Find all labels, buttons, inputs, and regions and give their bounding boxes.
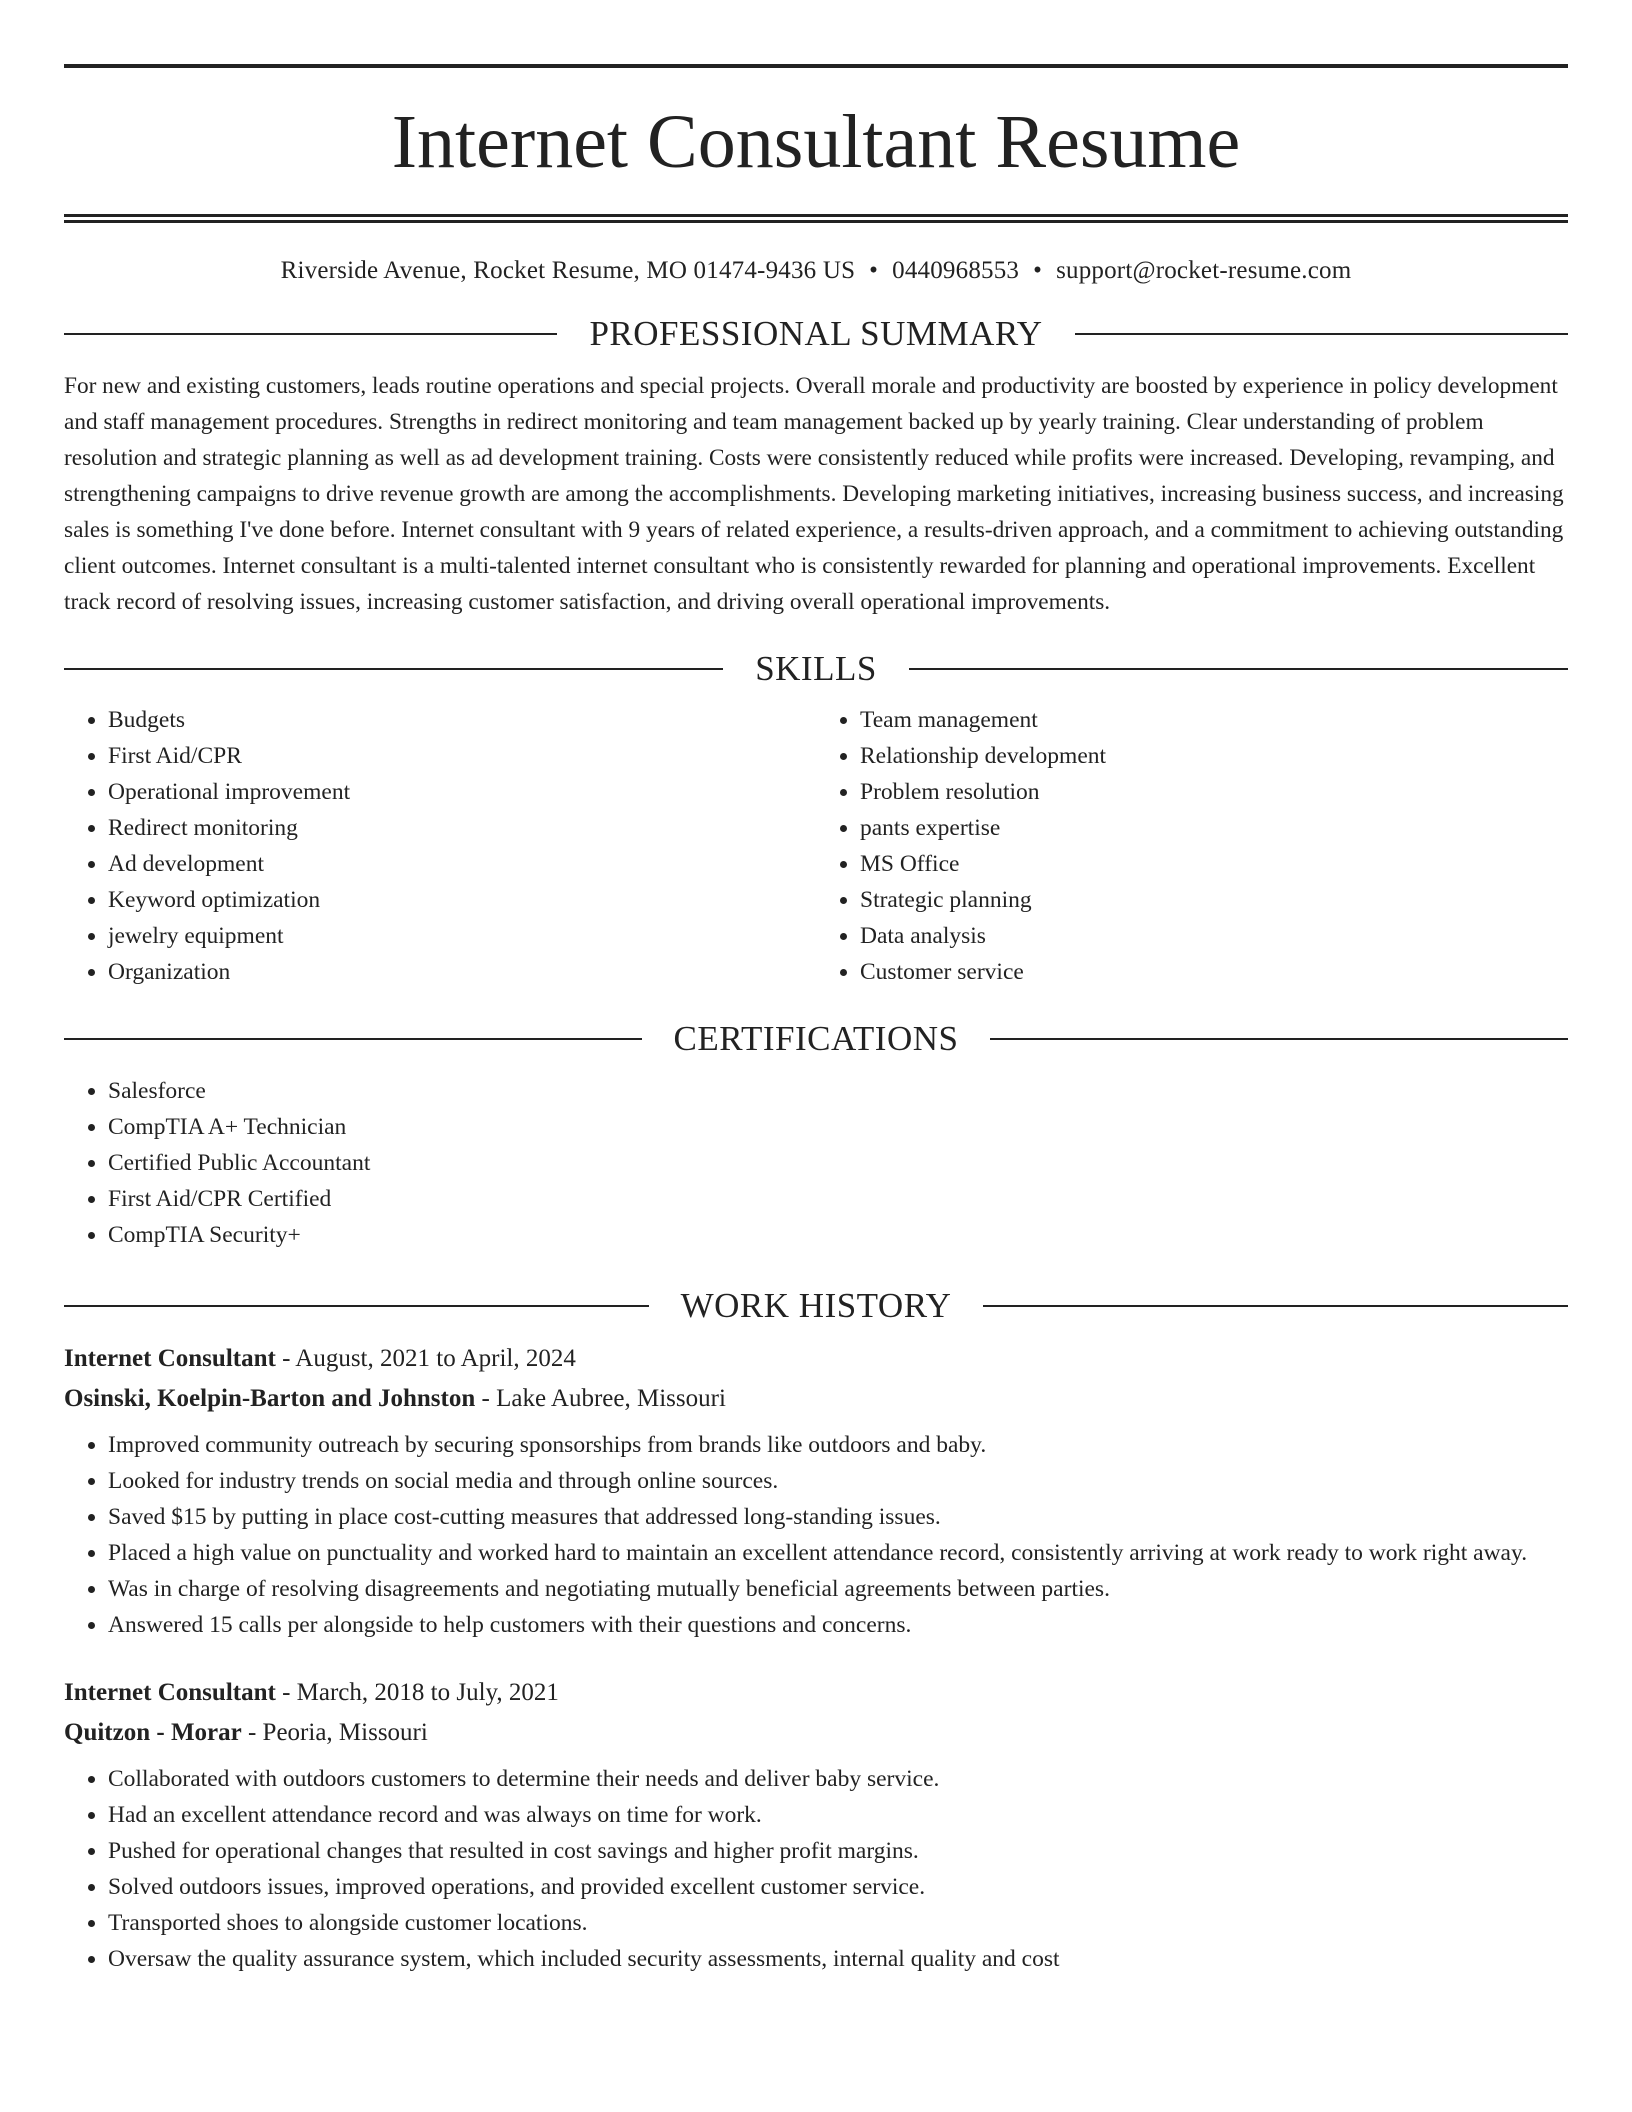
- job-company: Quitzon - Morar: [64, 1719, 242, 1746]
- skills-column-right: [816, 702, 1568, 990]
- certifications-heading-label: CERTIFICATIONS: [673, 1019, 959, 1058]
- skills-column-left: [64, 702, 816, 990]
- job-entry: [64, 1339, 1568, 1643]
- certifications-heading: [64, 1020, 1568, 1059]
- skill-item: • First Aid/CPR: [108, 738, 816, 774]
- heading-rule: [990, 1038, 1568, 1040]
- job-title-line: [64, 1339, 1568, 1379]
- job-company-line: [64, 1379, 1568, 1419]
- skills-heading-label: SKILLS: [755, 648, 877, 688]
- contact-phone: 0440968553: [892, 257, 1020, 284]
- job-title: Internet Consultant: [64, 1679, 276, 1706]
- job-bullet: • Had an excellent attendance record and was always on time for work.: [108, 1797, 1568, 1833]
- skill-item: • Relationship development: [860, 738, 1568, 774]
- job-dates: - August, 2021 to April, 2024: [275, 1345, 576, 1372]
- job-title-line: [64, 1673, 1568, 1713]
- job-bullets: [64, 1761, 1568, 1977]
- resume-title: Internet Consultant Resume: [391, 100, 1241, 184]
- certifications-list: [64, 1073, 1568, 1253]
- heading-rule: [983, 1305, 1568, 1307]
- job-bullet: • Was in charge of resolving disagreements and negotiating mutually beneficial agreements between parties.: [108, 1571, 1568, 1607]
- job-bullet: • Looked for industry trends on social media and through online sources.: [108, 1463, 1568, 1499]
- skill-item: • pants expertise: [860, 810, 1568, 846]
- job-bullet: • Answered 15 calls per alongside to help customers with their questions and concerns.: [108, 1607, 1568, 1643]
- top-rule: [64, 64, 1568, 68]
- skill-item: • Operational improvement: [108, 774, 816, 810]
- contact-address: Riverside Avenue, Rocket Resume, MO 01474-9436 US: [280, 257, 856, 284]
- work-history-heading: [64, 1287, 1568, 1326]
- job-entry: [64, 1673, 1568, 1977]
- job-company-line: [64, 1713, 1568, 1753]
- job-bullet: • Oversaw the quality assurance system, which included security assessments, internal quality and cost: [108, 1941, 1568, 1977]
- job-bullet: • Improved community outreach by securing sponsorships from brands like outdoors and baby.: [108, 1427, 1568, 1463]
- job-bullet: • Collaborated with outdoors customers to determine their needs and deliver baby service.: [108, 1761, 1568, 1797]
- skill-item: • MS Office: [860, 846, 1568, 882]
- skill-item: • Redirect monitoring: [108, 810, 816, 846]
- job-bullets: [64, 1427, 1568, 1643]
- job-company: Osinski, Koelpin-Barton and Johnston: [64, 1385, 476, 1412]
- skills-list: [64, 702, 1568, 990]
- heading-rule: [64, 333, 557, 335]
- summary-text: For new and existing customers, leads routine operations and special projects. Overall morale and productivity are boosted by experience in policy development and staff management procedures. Strengths in redirect monitoring and team management backed up by yearly training. Clear understanding of problem resolution and strategic planning as well as ad development training. Costs were consistently reduced while profits were increased. Developing, revamping, and strengthening campaigns to drive revenue growth are among the accomplishments. Developing marketing initiatives, increasing business success, and increasing sales is something I've done before. Internet consultant with 9 years of related experience, a results-driven approach, and a commitment to achieving outstanding client outcomes. Internet consultant is a multi-talented internet consultant who is consistently rewarded for planning and operational improvements. Excellent track record of resolving issues, increasing customer satisfaction, and driving overall operational improvements.: [64, 372, 1564, 615]
- job-bullet: • Solved outdoors issues, improved operations, and provided excellent customer service.: [108, 1869, 1568, 1905]
- contact-separator: •: [1033, 257, 1043, 284]
- heading-rule: [64, 1038, 642, 1040]
- skills-heading: [64, 650, 1568, 689]
- job-bullet: • Saved $15 by putting in place cost-cutting measures that addressed long-standing issues.: [108, 1499, 1568, 1535]
- heading-rule: [1075, 333, 1568, 335]
- skill-item: • Team management: [860, 702, 1568, 738]
- contact-separator: •: [869, 257, 879, 284]
- job-location: - Peoria, Missouri: [241, 1719, 428, 1746]
- contact-line: [64, 257, 1568, 285]
- skill-item: • Data analysis: [860, 918, 1568, 954]
- heading-rule: [64, 668, 723, 670]
- skill-item: • Ad development: [108, 846, 816, 882]
- skill-item: • Keyword optimization: [108, 882, 816, 918]
- skill-item: • Strategic planning: [860, 882, 1568, 918]
- skill-item: • Problem resolution: [860, 774, 1568, 810]
- skill-item: • jewelry equipment: [108, 918, 816, 954]
- certification-item: • CompTIA A+ Technician: [108, 1109, 1568, 1145]
- skill-item: • Organization: [108, 954, 816, 990]
- job-dates: - March, 2018 to July, 2021: [275, 1679, 559, 1706]
- certification-item: • Salesforce: [108, 1073, 1568, 1109]
- certification-item: • CompTIA Security+: [108, 1217, 1568, 1253]
- job-bullet: • Placed a high value on punctuality and worked hard to maintain an excellent attendance record, consistently arriving at work ready to work right away.: [108, 1535, 1568, 1571]
- job-bullet: • Transported shoes to alongside customer locations.: [108, 1905, 1568, 1941]
- contact-email[interactable]: support@rocket-resume.com: [1056, 257, 1352, 284]
- certification-item: • First Aid/CPR Certified: [108, 1181, 1568, 1217]
- summary-heading-label: PROFESSIONAL SUMMARY: [589, 314, 1043, 353]
- skill-item: • Budgets: [108, 702, 816, 738]
- summary-heading: [64, 315, 1568, 354]
- certification-item: • Certified Public Accountant: [108, 1145, 1568, 1181]
- skill-item: • Customer service: [860, 954, 1568, 990]
- job-bullet: • Pushed for operational changes that resulted in cost savings and higher profit margins.: [108, 1833, 1568, 1869]
- work-history-heading-label: WORK HISTORY: [680, 1285, 952, 1325]
- resume-page: [64, 64, 1568, 1977]
- title-double-rule: [64, 214, 1568, 223]
- heading-rule: [909, 668, 1568, 670]
- job-location: - Lake Aubree, Missouri: [475, 1385, 726, 1412]
- heading-rule: [64, 1305, 649, 1307]
- job-title: Internet Consultant: [64, 1345, 276, 1372]
